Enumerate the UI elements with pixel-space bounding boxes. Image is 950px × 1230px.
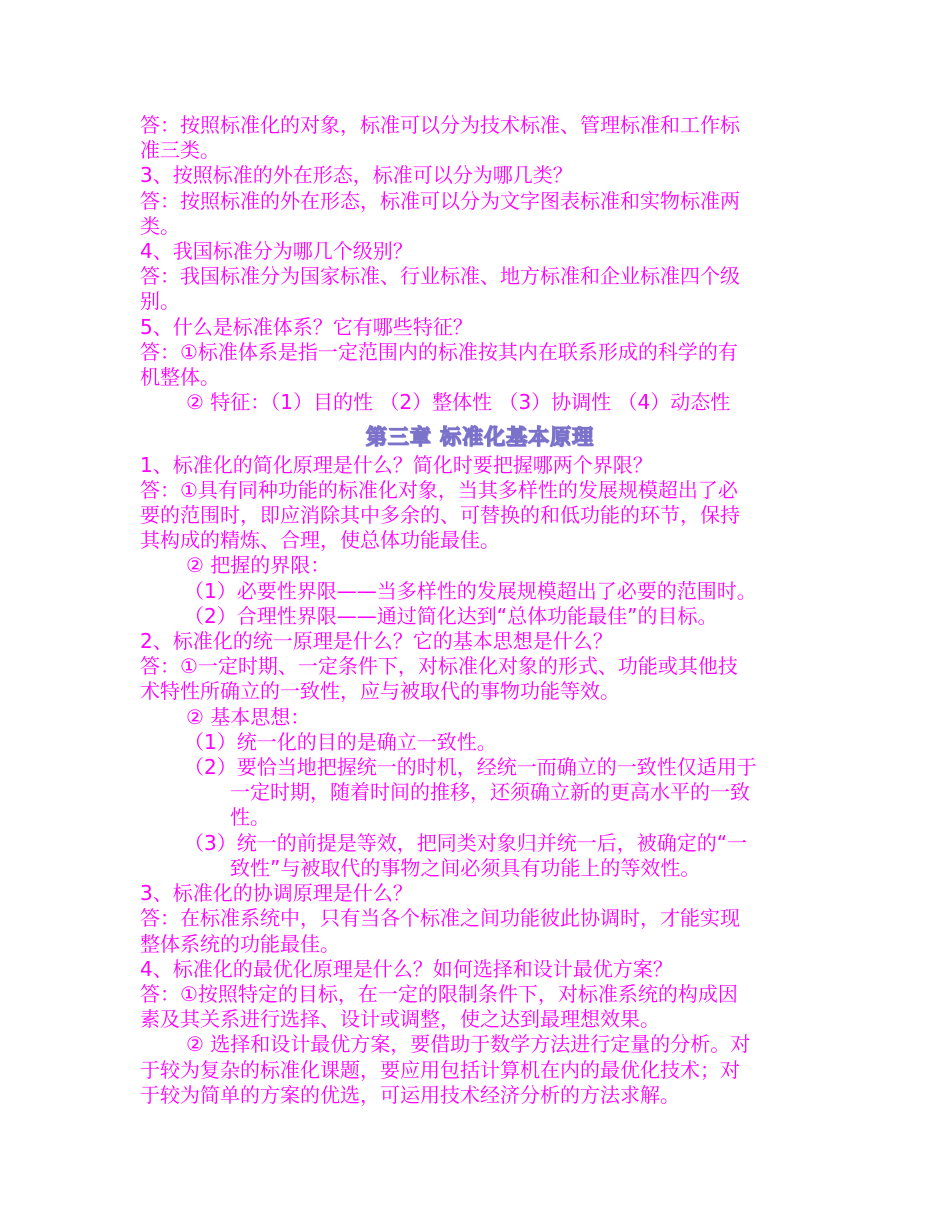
answer-line: ② 选择和设计最优方案，要借助于数学方法进行定量的分析。对 — [186, 1032, 751, 1057]
answer-line: ② 把握的界限： — [186, 553, 331, 578]
answer-line: 素及其关系进行选择、设计或调整，使之达到最理想效果。 — [140, 1007, 660, 1032]
answer-line: 一定时期，随着时间的推移，还须确立新的更高水平的一致 — [230, 780, 750, 805]
answer-line: 别。 — [140, 289, 180, 314]
question-line: 4、我国标准分为哪几个级别？ — [140, 239, 413, 264]
answer-line: 要的范围时，即应消除其中多余的、可替换的和低功能的环节，保持 — [140, 503, 740, 528]
answer-line: （2）要恰当地把握统一的时机，经统一而确立的一致性仅适用于 — [184, 755, 757, 780]
chapter-heading: 第三章 标准化基本原理 — [365, 425, 595, 450]
answer-line: 机整体。 — [140, 365, 220, 390]
answer-line: 准三类。 — [140, 138, 220, 163]
answer-line: 答：①标准体系是指一定范围内的标准按其内在联系形成的科学的有 — [140, 339, 738, 364]
answer-line: 类。 — [140, 213, 180, 238]
answer-line: 性。 — [230, 805, 270, 830]
answer-line: （1）必要性界限——当多样性的发展规模超出了必要的范围时。 — [184, 578, 757, 603]
answer-line: （2）合理性界限——通过简化达到“总体功能最佳”的目标。 — [184, 603, 718, 628]
answer-line: ② 基本思想： — [186, 704, 311, 729]
answer-line: （1）统一化的目的是确立一致性。 — [184, 729, 497, 754]
answer-line: 答：在标准系统中，只有当各个标准之间功能彼此协调时，才能实现 — [140, 906, 740, 931]
answer-line: 答：①一定时期、一定条件下，对标准化对象的形式、功能或其他技 — [140, 654, 738, 679]
answer-line: ② 特征：（1）目的性 （2）整体性 （3）协调性 （4）动态性 — [186, 390, 731, 415]
answer-line: 致性”与被取代的事物之间必须具有功能上的等效性。 — [230, 855, 701, 880]
answer-line: 整体系统的功能最佳。 — [140, 931, 340, 956]
answer-line: 答：按照标准化的对象，标准可以分为技术标准、管理标准和工作标 — [140, 113, 740, 137]
question-line: 1、标准化的简化原理是什么？简化时要把握哪两个界限？ — [140, 452, 653, 477]
answer-line: 答：按照标准的外在形态，标准可以分为文字图表标准和实物标准两 — [140, 188, 740, 213]
answer-line: 于较为复杂的标准化课题，要应用包括计算机在内的最优化技术；对 — [140, 1057, 740, 1082]
answer-line: （3）统一的前提是等效，把同类对象归并统一后，被确定的“一 — [184, 830, 748, 855]
question-line: 3、按照标准的外在形态，标准可以分为哪几类？ — [140, 163, 573, 188]
answer-line: 答：①具有同种功能的标准化对象，当其多样性的发展规模超出了必 — [140, 477, 738, 502]
answer-line: 答：①按照特定的目标，在一定的限制条件下，对标准系统的构成因 — [140, 981, 738, 1006]
question-line: 3、标准化的协调原理是什么？ — [140, 881, 413, 906]
answer-line: 于较为简单的方案的优选，可运用技术经济分析的方法求解。 — [140, 1082, 680, 1107]
answer-line: 术特性所确立的一致性，应与被取代的事物功能等效。 — [140, 679, 620, 704]
question-line: 2、标准化的统一原理是什么？它的基本思想是什么？ — [140, 629, 613, 654]
answer-line: 其构成的精炼、合理，使总体功能最佳。 — [140, 528, 500, 553]
document-page — [140, 113, 820, 1108]
question-line: 4、标准化的最优化原理是什么？如何选择和设计最优方案？ — [140, 956, 673, 981]
answer-line: 答：我国标准分为国家标准、行业标准、地方标准和企业标准四个级 — [140, 264, 740, 289]
question-line: 5、什么是标准体系？它有哪些特征？ — [140, 314, 473, 339]
